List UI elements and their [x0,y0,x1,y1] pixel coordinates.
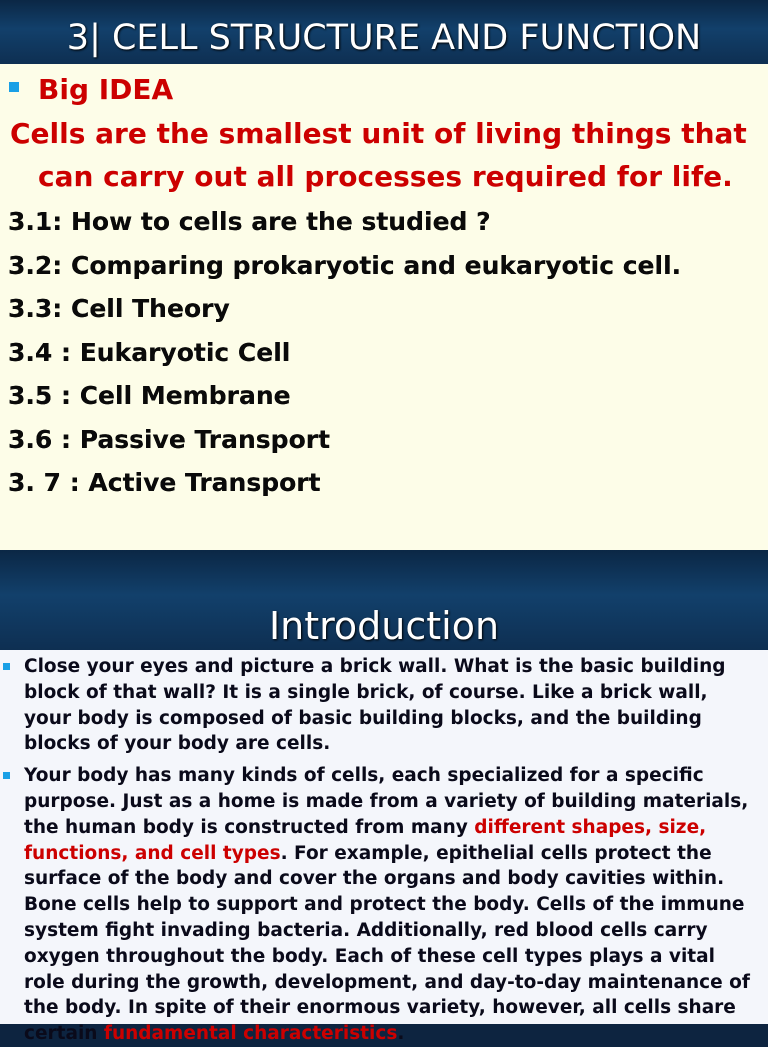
bullet-square-icon [3,663,10,670]
topic-item: 3.5 : Cell Membrane [8,381,291,410]
slide-title: 3| CELL STRUCTURE AND FUNCTION [66,18,702,58]
bullet-square-icon [3,772,10,779]
title-bar [0,550,768,650]
topic-item: 3.6 : Passive Transport [8,424,331,454]
big-idea-item [0,68,768,112]
bullet-square-icon [9,82,19,92]
paragraph-text: Close your eyes and picture a brick wall. What is the basic building block of that wall? It is a single brick, of course. Like a brick wall, your body is composed of basic building blocks, and the building blocks of your body are cells. [24,656,726,755]
highlight-text: fundamental characteristics [103,1023,398,1045]
slide-content [0,654,768,1047]
paragraph-text: Your body has many kinds of cells, each specialized for a specific purpose. Just as a home is made from a variety of building materials, the human body is constructed from many [24,765,749,838]
statement-line-1: Cells are the smallest unit of living things that [10,117,747,150]
paragraph-text: . For example, epithelial cells protect the surface of the body and cover the organs and body cavities within. Bone cells help to support and protect the body. Cells of the immune system fight invading bacteria. Additionally, red blood cells carry oxygen throughout the body. Each of these cell types plays a vital role during the growth, development, and day-to-day maintenance of the body. In spite of their enormous variety, however, all cells share certain [24,842,750,1045]
big-idea-statement [0,112,768,198]
topic-list [0,200,768,505]
paragraph-brick-wall [0,654,768,757]
paragraph-text: . [397,1023,405,1045]
statement-line-2: can carry out all processes required for life. [38,160,733,193]
title-bar [0,0,768,64]
topic-item: 3.3: Cell Theory [8,294,230,323]
slide-introduction [0,550,768,1045]
topic-item: 3.1: How to cells are the studied ? [8,207,491,236]
highlight-text: different shapes, size, functions, and cell types [24,816,707,864]
slide-content [0,68,768,505]
topic-item: 3.4 : Eukaryotic Cell [8,337,291,367]
topic-item: 3. 7 : Active Transport [8,468,321,497]
slide-title: Introduction [268,604,500,648]
big-idea-label: Big IDEA [38,73,174,106]
paragraph-cell-types [0,763,768,1047]
topic-item: 3.2: Comparing prokaryotic and eukaryotic cell. [8,250,682,280]
